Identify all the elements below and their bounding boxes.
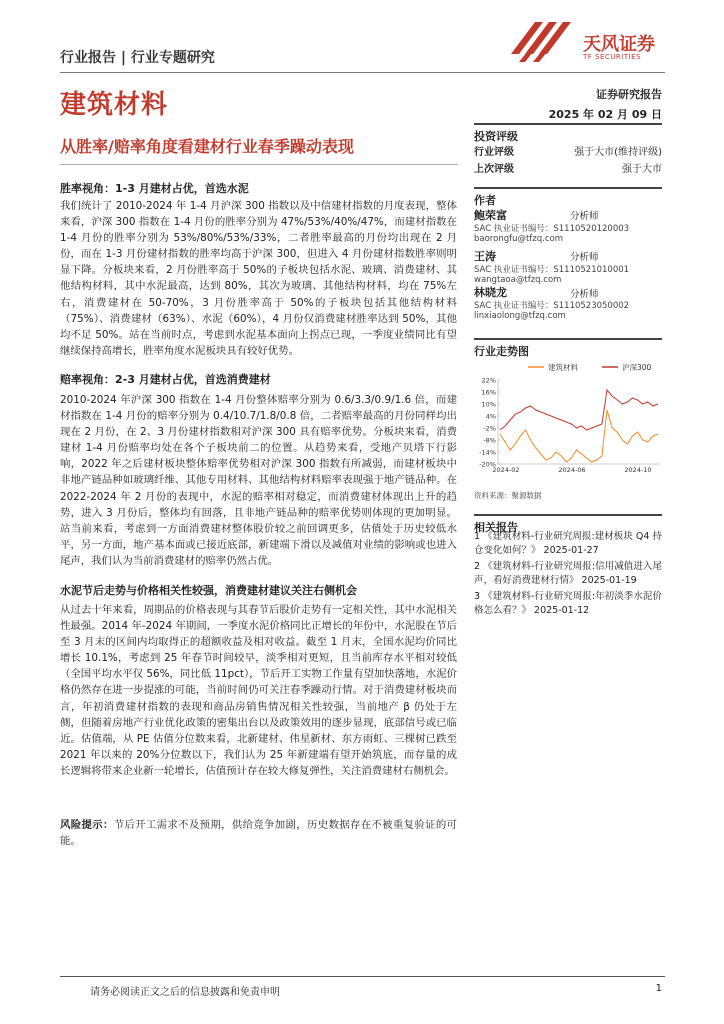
y-tick-label: 22% xyxy=(481,376,496,385)
analyst-name: 林晓龙 xyxy=(474,286,507,299)
section-body-win-rate xyxy=(60,198,457,359)
publication-date: 2025 年 02 月 09 日 xyxy=(548,108,662,121)
sector-title: 建筑材料 xyxy=(60,90,169,120)
y-tick-label: 10% xyxy=(481,400,496,409)
footer-divider xyxy=(60,976,665,977)
analyst-cert: SAC 执业证书编号：S1110520120003 xyxy=(474,224,630,234)
rating-row xyxy=(474,143,662,158)
analyst-role: 分析师 xyxy=(570,289,599,300)
related-heading: 相关报告 xyxy=(474,514,662,535)
related-report-item[interactable]: 1 《建筑材料-行业研究周报:建材板块 Q4 持仓变化如何？》 2025-01-27 xyxy=(474,531,662,556)
rating-value: 强于大市(维持评级) xyxy=(574,147,662,158)
rating-row xyxy=(474,160,662,175)
rating-heading: 投资评级 xyxy=(474,123,662,144)
risk-text: 节后开工需求不及预期，供给竞争加剧，历史数据存在不被重复验证的可能。 xyxy=(60,819,458,848)
section-body-cement xyxy=(60,602,457,779)
tf-logo-icon xyxy=(505,14,583,70)
analyst-email[interactable]: wangtaoa@tfzq.com xyxy=(474,275,562,285)
y-tick-label: -2% xyxy=(483,424,496,433)
section-heading-cement: 水泥节后走势与价格相关性较强，消费建材建议关注右侧机会 xyxy=(60,584,357,597)
section-heading-odds: 赔率视角：2-3 月建材占优，首选消费建材 xyxy=(60,373,271,386)
section-body-odds xyxy=(60,392,457,569)
brand-subtitle: TF SECURITIES xyxy=(583,53,642,61)
chart-heading: 行业走势图 xyxy=(474,338,662,359)
paragraph: 我们统计了 2010-2024 年 1-4 月沪深 300 指数以及中信建材指数的月度表现，整体来看，沪深 300 指数在 1-4 月份的胜率分别为 47%/53%/40%/47%，而建材指数在 1-4 月份的胜率分别为 53%/80%/53%/33%，二者胜率最高的月份均出现在 2 月份，而在 1-3 月份建材指数的胜率均高于沪深 300，但进入 4 月份建材指数胜率则明显下降。分板块来看，2 月份胜率高于 50%的子板块包括水泥、玻璃、消费建材、其他结构材料，其中水泥最高，达到 80%，其次为玻璃、其他结构材料，均在 75%左右，消费建材在 50-70%，3 月份胜率高于 50%的子板块包括其他结构材料（75%）、消费建材（63%）、水泥（60%），4 月份仅消费建材胜率达到 50%，其他均不足 50%。站在当前时点，考虑到水泥基本面向上拐点已现，一季度业绩同比有望继续保持高增长，胜率角度水泥板块具有较好优势。 xyxy=(60,200,457,357)
risk-label: 风险提示： xyxy=(60,819,114,831)
rating-key: 上次评级 xyxy=(474,164,514,175)
page-number: 1 xyxy=(655,983,662,994)
authors-heading: 作者 xyxy=(474,187,662,208)
series-line-building-materials xyxy=(500,410,658,462)
x-tick-label: 2024-06 xyxy=(558,466,586,472)
related-report-item[interactable]: 2 《建筑材料-行业研究周报:信用减值进入尾声，看好消费建材行情》 2025-01-19 xyxy=(474,561,662,586)
analyst-role: 分析师 xyxy=(570,252,599,263)
y-tick-label: 16% xyxy=(481,388,496,397)
analyst-name: 鲍荣富 xyxy=(474,209,507,222)
title-divider xyxy=(60,164,458,165)
related-report-item[interactable]: 3 《建筑材料-行业研究周报:年初淡季水泥价格怎么看？》 2025-01-12 xyxy=(474,591,662,616)
analyst-email[interactable]: linxiaolong@tfzq.com xyxy=(474,311,566,321)
chart-source: 资料来源：聚源数据 xyxy=(474,491,542,500)
brand-name: 天风证券 xyxy=(583,34,655,55)
y-tick-label: -14% xyxy=(479,448,496,457)
footer-disclaimer: 请务必阅读正文之后的信息披露和免责申明 xyxy=(90,987,280,998)
rating-value: 强于大市 xyxy=(622,164,662,175)
analyst-role: 分析师 xyxy=(570,211,599,222)
industry-trend-chart xyxy=(474,360,664,472)
publication-label: 证券研究报告 xyxy=(596,88,662,101)
y-tick-label: 4% xyxy=(485,412,496,421)
x-tick-label: 2024-10 xyxy=(624,466,652,472)
risk-warning xyxy=(60,817,457,849)
report-type: 行业报告 | 行业专题研究 xyxy=(60,50,215,66)
legend-label: 沪深300 xyxy=(622,363,652,372)
y-tick-label: -20% xyxy=(479,460,496,469)
legend-label: 建筑材料 xyxy=(548,363,578,372)
report-title: 从胜率/赔率角度看建材行业春季躁动表现 xyxy=(60,137,354,156)
header-divider xyxy=(60,72,665,73)
related-reports xyxy=(474,530,662,620)
rating-key: 行业评级 xyxy=(474,147,514,158)
section-heading-win-rate: 胜率视角：1-3 月建材占优，首选水泥 xyxy=(60,182,249,195)
analyst-cert: SAC 执业证书编号：S1110523050002 xyxy=(474,301,630,311)
y-tick-label: -8% xyxy=(483,436,496,445)
analyst-cert: SAC 执业证书编号：S1110521010001 xyxy=(474,265,630,275)
paragraph: 从过去十年来看，周期品的价格表现与其春节后股价走势有一定相关性，其中水泥相关性最强。2014 年-2024 年期间，一季度水泥价格同比正增长的年份中，水泥股在节后至 3 月末的区间内均取得正的超额收益及相对收益。截至 1 月末，全国水泥均价同比增长 10.1%，考虑到 25 年春节时间较早，淡季相对更短，且当前库存水平相对较低（全国平均水平仅 56%，同比低 11pct），节后开工实物工作量有望加快落地，水泥价格仍然存在进一步提涨的可能，当前时间仍可关注春季躁动行情。对于消费建材板块而言，年初消费建材指数的表现和商品房销售情况相关性较强，当前地产 β 仍处于左侧，但随着房地产行业优化政策的密集出台以及政策效用的逐步显现，底部信号或已临近。估值端，从 PE 估值分位数来看，北新建材、伟星新材、东方雨虹、三棵树已跌至 2021 年以来的 20%分位数以下，我们认为 25 年新建端有望开始筑底，而存量的成长逻辑将带来企业新一轮增长，估值预计存在较大修复弹性，关注消费建材右侧机会。 xyxy=(60,604,457,777)
analyst-email[interactable]: baorongfu@tfzq.com xyxy=(474,234,564,244)
analyst-name: 王涛 xyxy=(474,250,496,263)
paragraph: 2010-2024 年沪深 300 指数在 1-4 月份整体赔率分别为 0.6/3.3/0.9/1.6 倍，而建材指数在 1-4 月份的赔率分别为 0.4/10.7/1.8/0.8 倍，二者赔率最高的月份同样均出现在 2 月份，在 2、3 月份建材指数相对沪深 300 具有赔率优势。分板块来看，消费建材 1-4 月份赔率均处在各个子板块前二的位置。从趋势来看，受地产贝塔下行影响，2022 年之后建材板块整体赔率优势相对沪深 300 指数有所减弱，而建材板块中非地产链品种如玻璃纤维、其他专用材料、其他结构材料赔率表现强于地产链品种。在 2022-2024 年 2 月份的表现中，水泥的赔率相对稳定，而消费建材体现出上升的趋势，进入 3 月份后，整体均有回落，且非地产链品种的赔率优势则体现的更加明显。站当前来看，考虑到一方面消费建材整体股价较之前回调更多，估值处于历史较低水平，另一方面，地产基本面或已接近底部，新建端下滑以及减值对业绩的影响或也进入尾声，我们认为当前消费建材的赔率仍然占优。 xyxy=(60,394,457,567)
series-line-csi300 xyxy=(500,390,658,430)
x-tick-label: 2024-02 xyxy=(492,466,520,472)
